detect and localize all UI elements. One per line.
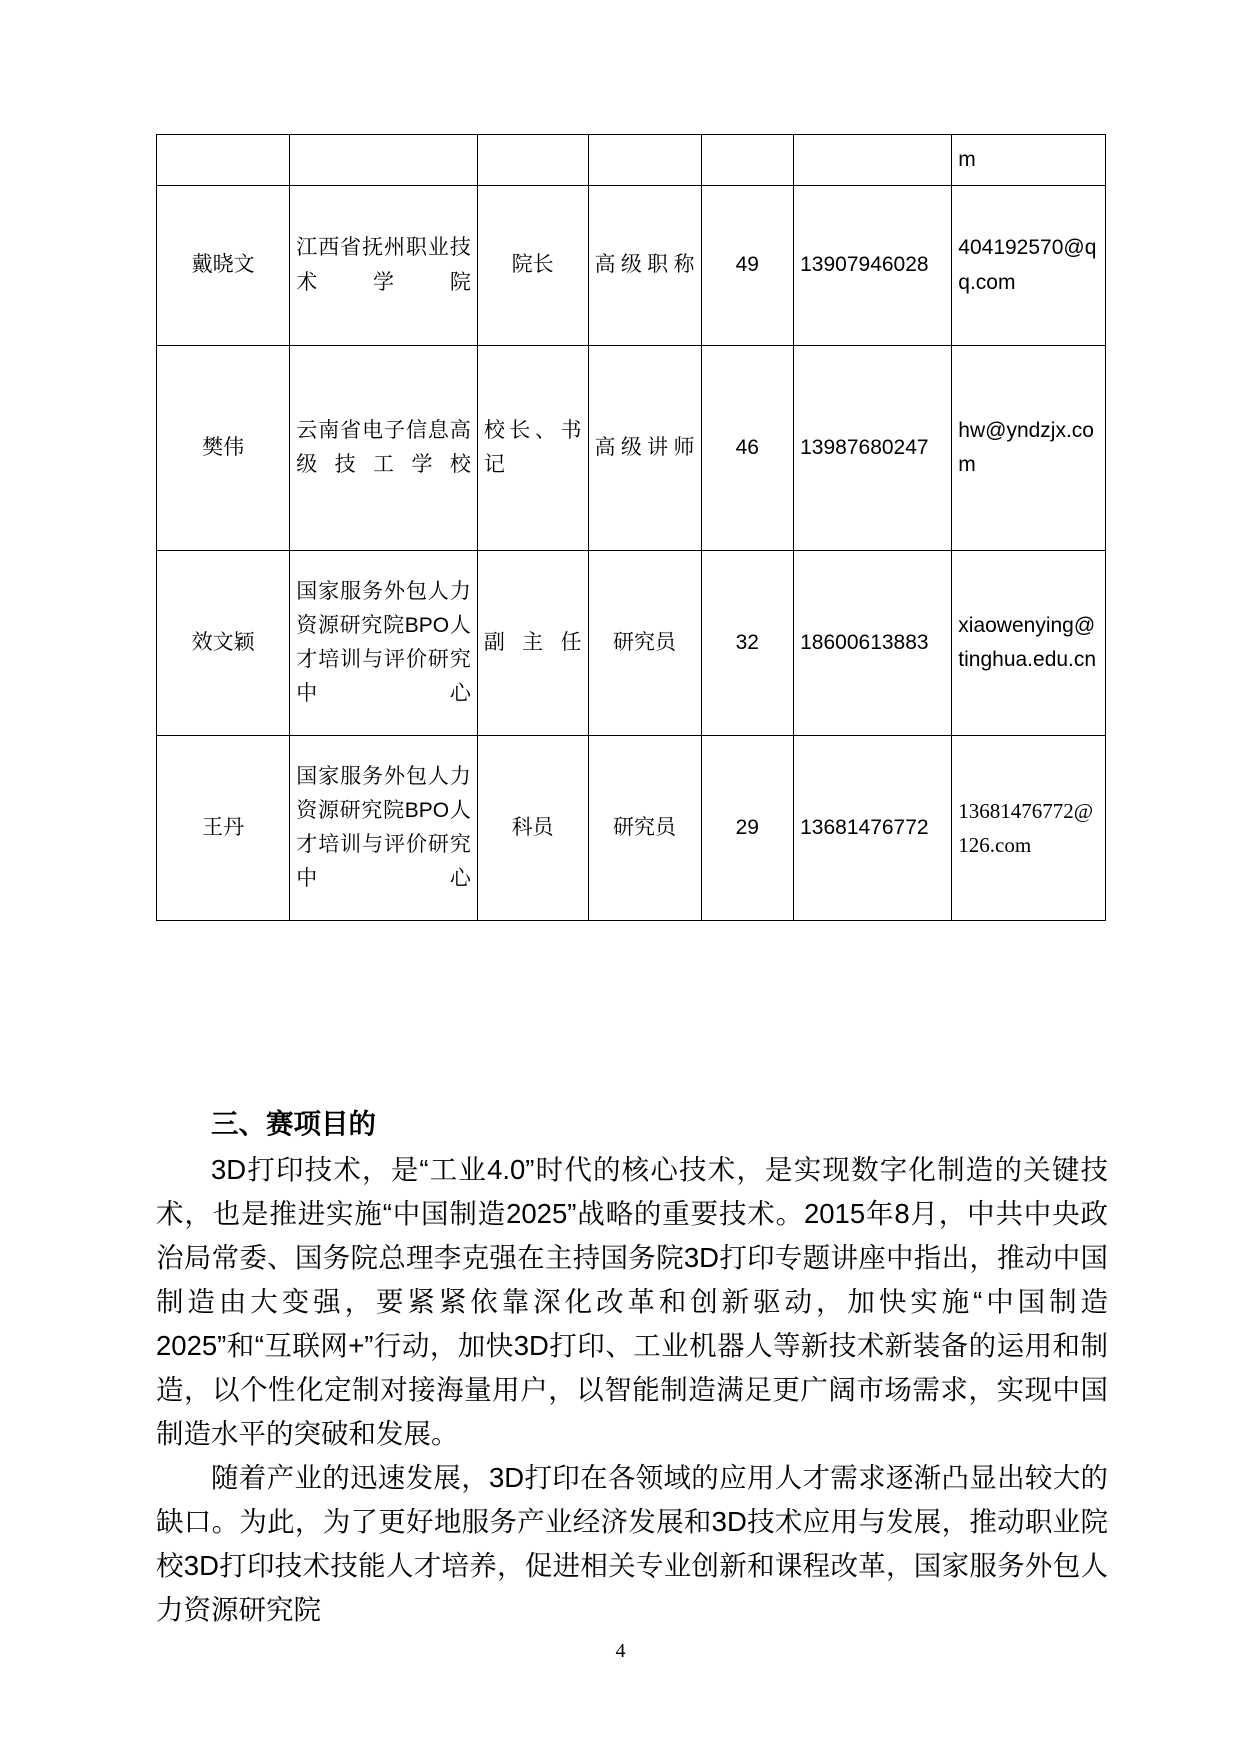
cell-phone bbox=[794, 135, 952, 186]
cell-name bbox=[157, 135, 290, 186]
cell-email: hw@yndzjx.com bbox=[952, 346, 1106, 551]
cell-title bbox=[588, 186, 701, 346]
section-body bbox=[156, 1103, 1108, 1632]
table-row bbox=[157, 346, 1106, 551]
cell-title-text: 高级职称 bbox=[594, 253, 695, 277]
cell-title bbox=[588, 346, 701, 551]
cell-age: 49 bbox=[701, 186, 794, 346]
cell-position-text: 校长、书记 bbox=[483, 418, 582, 476]
cell-age: 32 bbox=[701, 551, 794, 736]
cell-organization bbox=[290, 135, 478, 186]
cell-title: 研究员 bbox=[588, 551, 701, 736]
cell-name: 效文颖 bbox=[157, 551, 290, 736]
cell-title bbox=[588, 135, 701, 186]
contact-roster-table bbox=[156, 134, 1106, 921]
contact-table-container bbox=[156, 134, 1106, 921]
cell-name: 樊伟 bbox=[157, 346, 290, 551]
cell-organization bbox=[290, 551, 478, 736]
cell-email: m bbox=[952, 135, 1106, 186]
cell-title-text: 高级讲师 bbox=[594, 435, 695, 459]
cell-phone: 18600613883 bbox=[794, 551, 952, 736]
table-row-continuation bbox=[157, 135, 1106, 186]
cell-organization-text: 国家服务外包人力资源研究院BPO人才培训与评价研究中心 bbox=[296, 764, 471, 891]
cell-organization bbox=[290, 346, 478, 551]
section-heading: 三、赛项目的 bbox=[211, 1108, 376, 1139]
cell-phone: 13681476772 bbox=[794, 736, 952, 921]
cell-phone: 13987680247 bbox=[794, 346, 952, 551]
cell-name: 王丹 bbox=[157, 736, 290, 921]
table-row bbox=[157, 551, 1106, 736]
paragraph: 3D打印技术，是“工业4.0”时代的核心技术，是实现数字化制造的关键技术，也是推进实施“中国制造2025”战略的重要技术。2015年8月，中共中央政治局常委、国务院总理李克强在主持国务院3D打印专题讲座中指出，推动中国制造由大变强，要紧紧依靠深化改革和创新驱动，加快实施“中国制造2025”和“互联网+”行动，加快3D打印、工业机器人等新技术新装备的运用和制造，以个性化定制对接海量用户，以智能制造满足更广阔市场需求，实现中国制造水平的突破和发展。 bbox=[156, 1153, 1108, 1449]
cell-organization-text: 云南省电子信息高级技工学校 bbox=[296, 418, 471, 476]
cell-position: 院长 bbox=[477, 186, 588, 346]
table-row bbox=[157, 186, 1106, 346]
cell-position-text: 副主任 bbox=[483, 630, 582, 654]
cell-organization-text: 江西省抚州职业技术学院 bbox=[296, 236, 471, 294]
paragraph: 随着产业的迅速发展，3D打印在各领域的应用人才需求逐渐凸显出较大的缺口。为此，为了更好地服务产业经济发展和3D技术应用与发展，推动职业院校3D打印技术技能人才培养，促进相关专业创新和课程改革，国家服务外包人力资源研究院 bbox=[156, 1461, 1108, 1625]
cell-position bbox=[477, 135, 588, 186]
page-number: 4 bbox=[615, 1640, 626, 1662]
cell-position bbox=[477, 551, 588, 736]
table-row bbox=[157, 736, 1106, 921]
cell-email: 13681476772@126.com bbox=[952, 736, 1106, 921]
cell-phone: 13907946028 bbox=[794, 186, 952, 346]
cell-name: 戴晓文 bbox=[157, 186, 290, 346]
cell-organization bbox=[290, 186, 478, 346]
cell-age bbox=[701, 135, 794, 186]
cell-position: 科员 bbox=[477, 736, 588, 921]
cell-email: xiaowenying@tinghua.edu.cn bbox=[952, 551, 1106, 736]
cell-organization bbox=[290, 736, 478, 921]
cell-title: 研究员 bbox=[588, 736, 701, 921]
cell-email: 404192570@qq.com bbox=[952, 186, 1106, 346]
cell-position bbox=[477, 346, 588, 551]
cell-organization-text: 国家服务外包人力资源研究院BPO人才培训与评价研究中心 bbox=[296, 579, 471, 706]
cell-age: 29 bbox=[701, 736, 794, 921]
cell-age: 46 bbox=[701, 346, 794, 551]
